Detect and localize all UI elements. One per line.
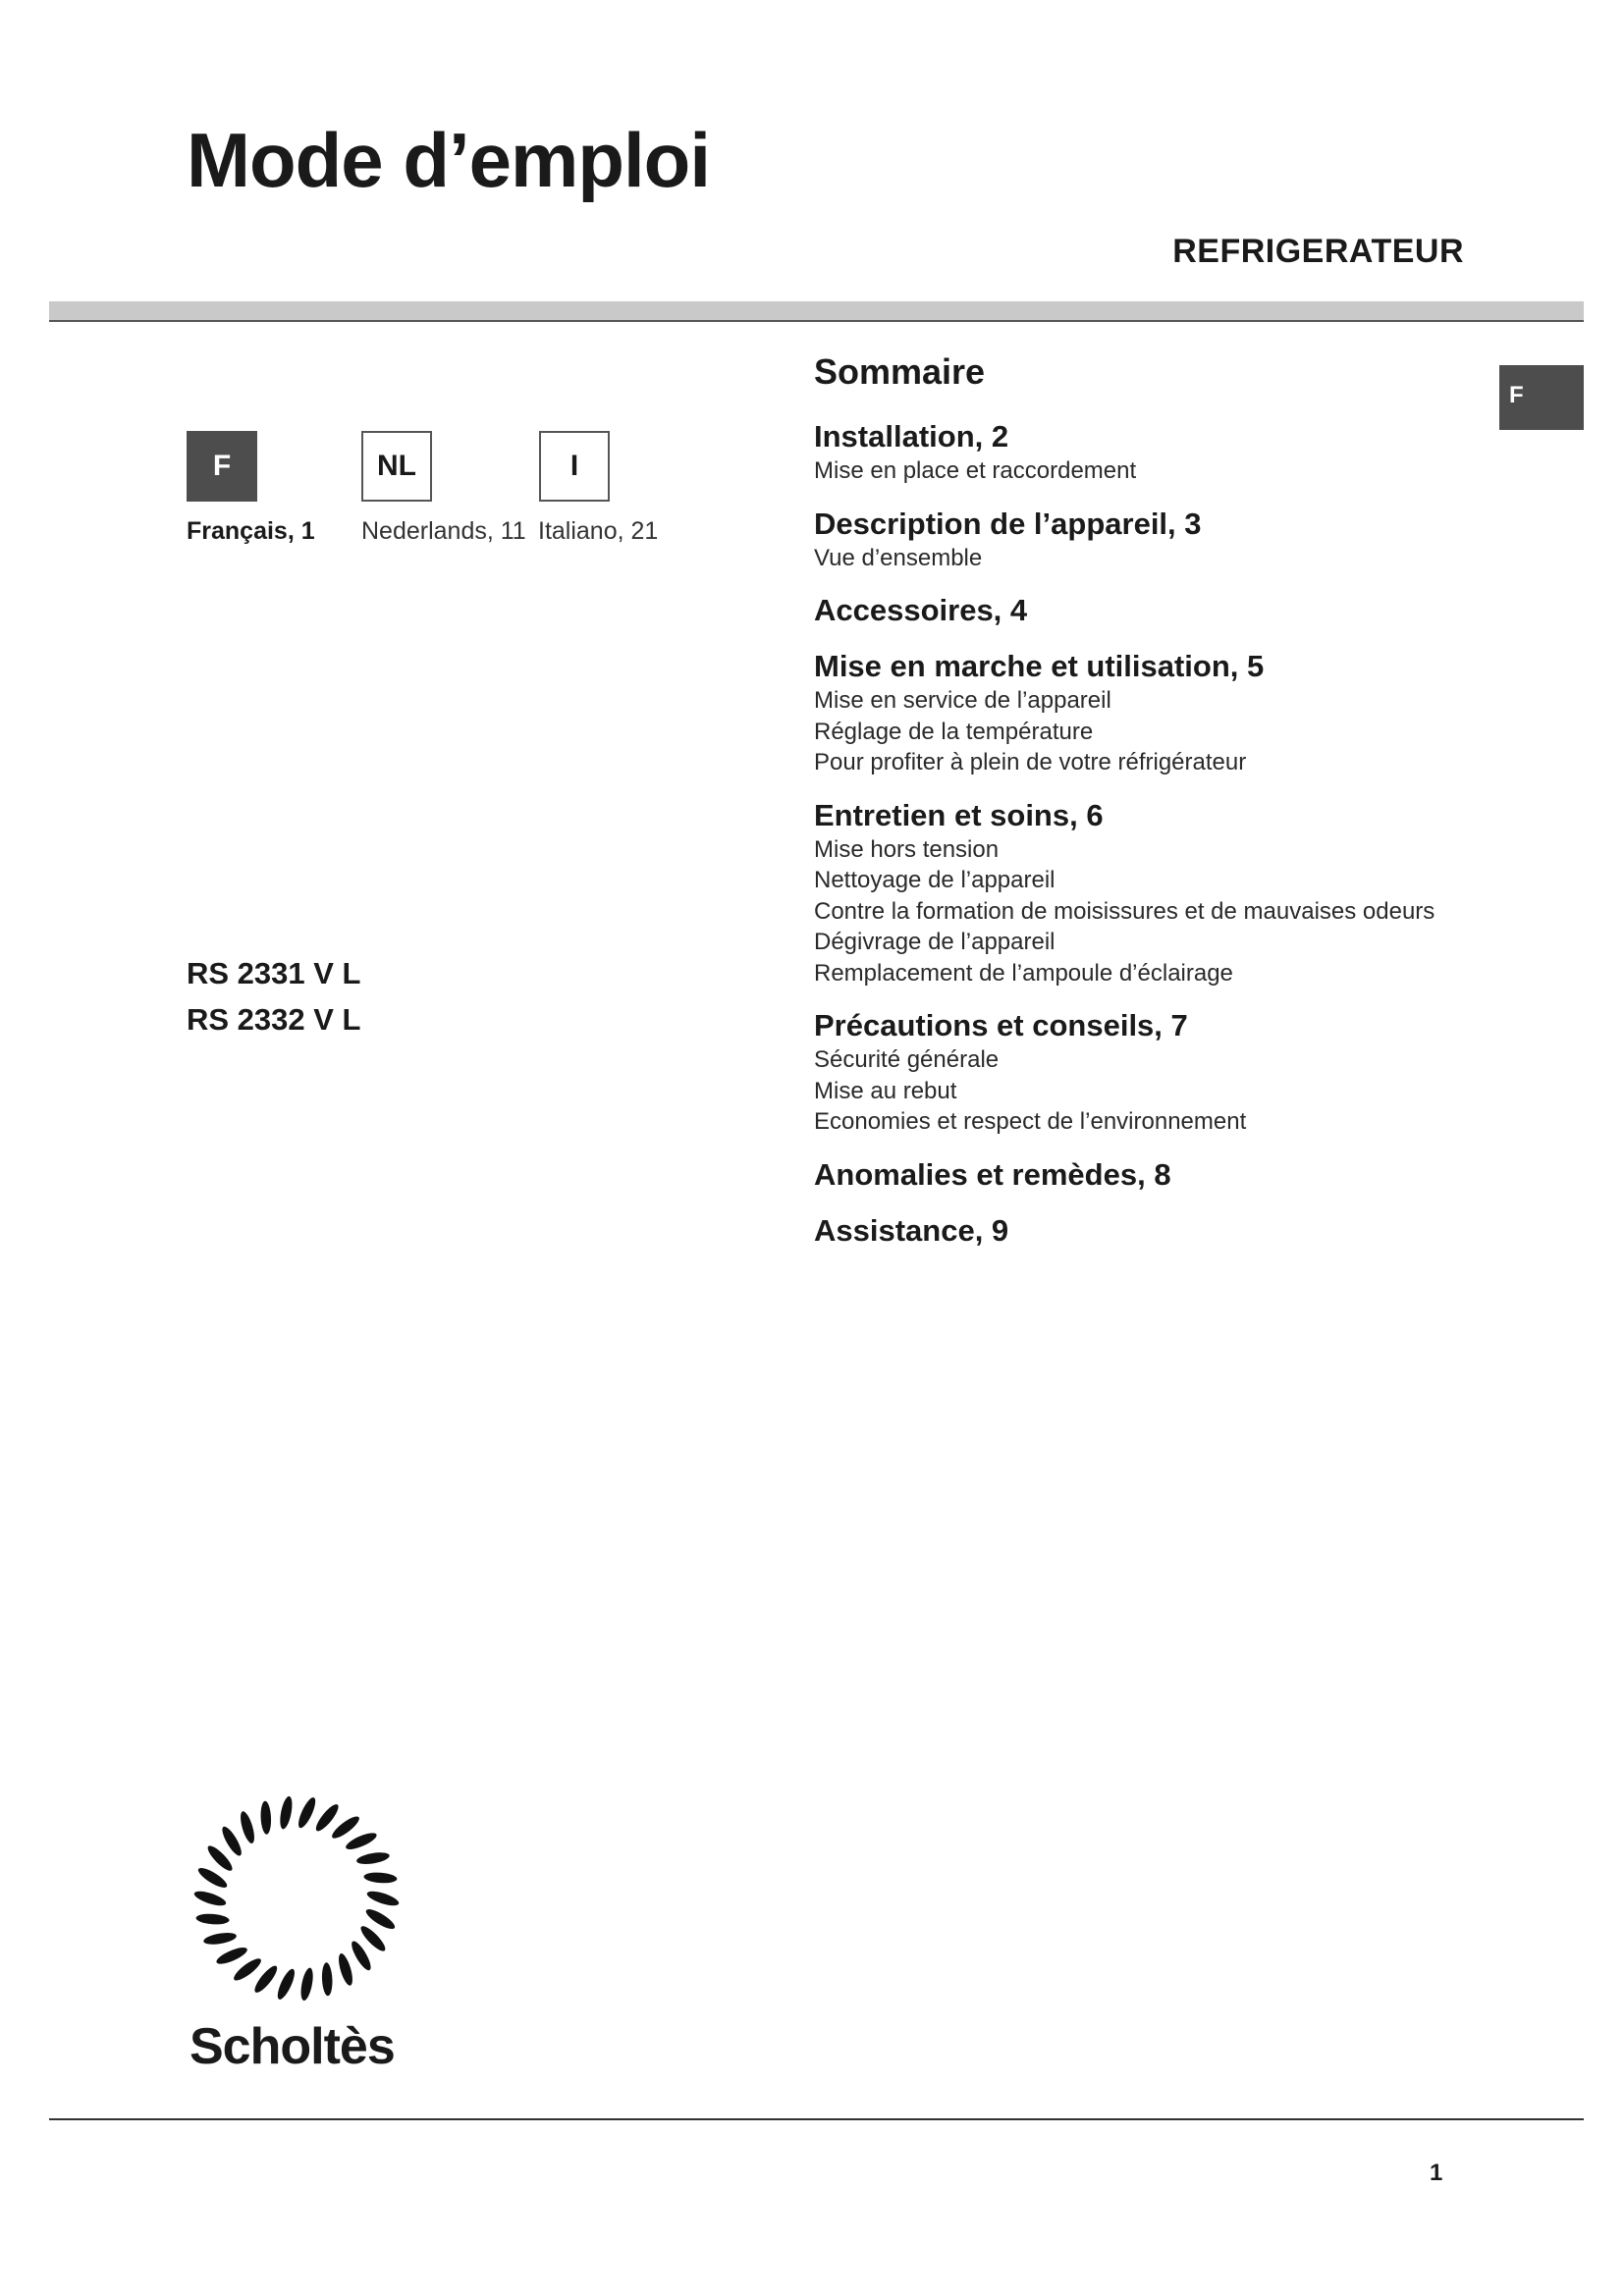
toc-subitem: Contre la formation de moisissures et de mauvaises odeurs — [814, 897, 1435, 925]
table-of-contents — [814, 351, 1541, 1268]
logo-petal — [329, 1813, 361, 1842]
toc-section-title[interactable]: Mise en marche et utilisation, 5 — [814, 649, 1265, 683]
language-label-fr: Français, 1 — [187, 517, 315, 545]
toc-section-title[interactable]: Accessoires, 4 — [814, 593, 1028, 627]
logo-petal — [231, 1955, 263, 1984]
model-list — [187, 950, 360, 1042]
brand-logo-icon — [183, 1785, 410, 2012]
toc-section — [814, 648, 1541, 778]
toc-section — [814, 506, 1541, 574]
toc-section — [814, 797, 1541, 989]
toc-subitem: Mise en service de l’appareil — [814, 687, 1111, 714]
toc-subitem: Mise en place et raccordement — [814, 457, 1137, 484]
toc-section-title[interactable]: Installation, 2 — [814, 419, 1009, 454]
toc-section — [814, 1007, 1541, 1138]
language-side-tab: F — [1499, 365, 1584, 430]
toc-subitem: Nettoyage de l’appareil — [814, 867, 1056, 893]
toc-subitem: Sécurité générale — [814, 1046, 1000, 1073]
language-box-it[interactable]: I — [539, 431, 610, 502]
logo-petal — [355, 1850, 390, 1866]
header-divider — [49, 301, 1584, 320]
toc-section-title[interactable]: Description de l’appareil, 3 — [814, 506, 1202, 541]
logo-petal — [260, 1800, 272, 1834]
logo-petal — [321, 1962, 333, 1996]
toc-section — [814, 592, 1541, 629]
toc-section-title[interactable]: Précautions et conseils, 7 — [814, 1008, 1188, 1042]
language-label-nl: Nederlands, 11 — [361, 517, 526, 545]
language-box-fr[interactable]: F — [187, 431, 257, 502]
toc-subitem: Economies et respect de l’environnement — [814, 1108, 1247, 1135]
logo-petal — [344, 1830, 378, 1852]
toc-subitem: Dégivrage de l’appareil — [814, 929, 1056, 955]
model-name: RS 2332 V L — [187, 1002, 361, 1037]
product-type: REFRIGERATEUR — [1172, 233, 1464, 270]
toc-subitem: Mise au rebut — [814, 1077, 957, 1104]
language-box-nl[interactable]: NL — [361, 431, 432, 502]
logo-petal — [363, 1872, 398, 1885]
logo-petal — [336, 1952, 355, 1988]
logo-petal — [202, 1931, 237, 1947]
brand-name: Scholtès — [189, 2018, 395, 2075]
toc-section — [814, 1156, 1541, 1194]
logo-petal — [195, 1865, 229, 1892]
page-title: Mode d’emploi — [187, 117, 710, 203]
toc-subitem: Pour profiter à plein de votre réfrigérateur — [814, 749, 1247, 775]
logo-petal — [349, 1939, 374, 1973]
toc-section-title[interactable]: Assistance, 9 — [814, 1212, 1009, 1248]
logo-petal — [296, 1795, 319, 1830]
toc-heading: Sommaire — [814, 351, 986, 392]
page-number: 1 — [1430, 2160, 1443, 2186]
header-divider-line — [49, 320, 1584, 322]
logo-petal — [219, 1824, 244, 1858]
model-name: RS 2331 V L — [187, 956, 361, 990]
toc-subitem: Mise hors tension — [814, 835, 1000, 863]
toc-section — [814, 1212, 1541, 1250]
logo-petal — [238, 1810, 257, 1845]
logo-petal — [275, 1967, 298, 2002]
toc-section — [814, 418, 1541, 487]
toc-subitem: Remplacement de l’ampoule d’éclairage — [814, 959, 1233, 987]
logo-petal — [365, 1889, 401, 1908]
toc-section-title[interactable]: Entretien et soins, 6 — [814, 797, 1104, 832]
toc-subitem: Vue d’ensemble — [814, 544, 983, 571]
logo-petal — [192, 1889, 228, 1908]
toc-subitem: Réglage de la température — [814, 718, 1094, 745]
logo-petal — [298, 1967, 315, 2002]
logo-petal — [278, 1795, 295, 1830]
footer-divider — [49, 2118, 1584, 2120]
logo-petal — [363, 1906, 397, 1933]
logo-petal — [195, 1913, 230, 1926]
language-label-it: Italiano, 21 — [538, 517, 659, 545]
logo-petal — [214, 1945, 248, 1967]
toc-section-title[interactable]: Anomalies et remèdes, 8 — [814, 1156, 1171, 1192]
